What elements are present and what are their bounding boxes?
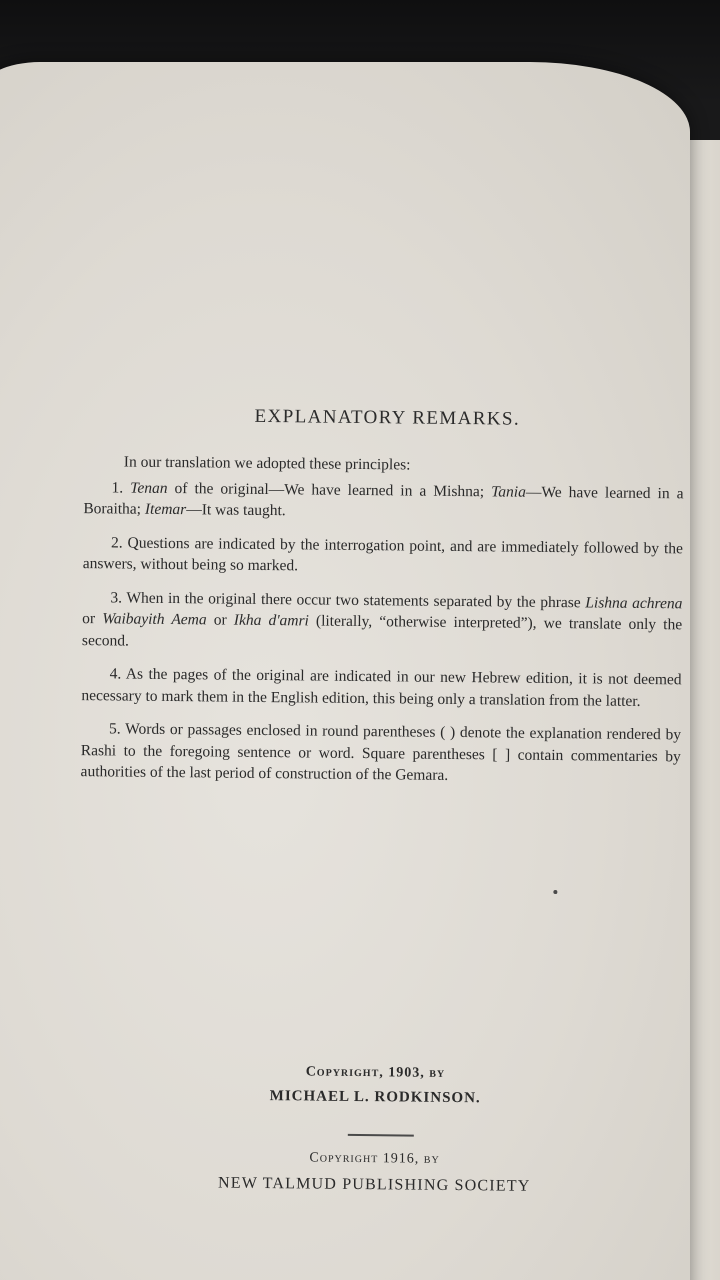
remark-text: or [206, 611, 234, 629]
paper-speck [553, 890, 557, 894]
author-name: MICHAEL L. RODKINSON. [269, 1088, 481, 1107]
remark-number: 3. [110, 588, 127, 607]
divider-rule [348, 1134, 414, 1137]
page-title: EXPLANATORY REMARKS. [254, 405, 521, 430]
remark-text: As the pages of the original are indicated in our new Hebrew edition, it is not deemed necessary to mark them in the English edition, this being only a translation from the latter. [81, 665, 682, 710]
remark-text: Words or passages enclosed in round parentheses ( ) denote the explanation rendered by Rashi to the foregoing sentence or word. Square parentheses [ ] contain commentaries by authorities of the last period of construction of the Gemara. [80, 720, 682, 784]
remark-term: Tania [491, 482, 527, 501]
publisher-name: NEW TALMUD PUBLISHING SOCIETY [217, 1174, 531, 1195]
remark-item [80, 718, 681, 789]
remark-term: Tenan [130, 479, 168, 497]
remarks-body [80, 451, 684, 801]
remark-term: Itemar [144, 500, 187, 519]
remark-item [83, 477, 683, 526]
remark-item [83, 532, 683, 581]
remark-text: When in the original there occur two statements separated by the phrase [126, 589, 586, 611]
intro-text: In our translation we adopted these principles: [123, 453, 411, 474]
remark-term: Ikha d'amri [233, 611, 309, 630]
remark-text: —It was taught. [186, 501, 286, 520]
remark-number: 2. [110, 533, 128, 552]
remark-text: or [82, 610, 103, 628]
remark-text: (literally, “otherwise interpreted”), we translate only the second. [81, 612, 683, 650]
copyright-1916: Copyright 1916, by [309, 1150, 440, 1167]
remark-item [81, 663, 681, 712]
remark-text: Questions are indicated by the interrogation point, and are immediately followed by the answers, without being so marked. [82, 534, 684, 575]
remark-number: 5. [108, 720, 126, 738]
remark-text: —We have learned in a Boraitha; [83, 483, 684, 518]
remark-number: 4. [109, 665, 126, 683]
remark-item [82, 587, 683, 658]
remark-number: 1. [111, 478, 131, 497]
copyright-1903: Copyright, 1903, by [305, 1064, 446, 1081]
remark-text: of the original—We have learned in a Mishna; [167, 479, 492, 500]
remark-term: Waibayith Aema [102, 610, 207, 629]
remark-term: Lishna achrena [585, 593, 683, 612]
